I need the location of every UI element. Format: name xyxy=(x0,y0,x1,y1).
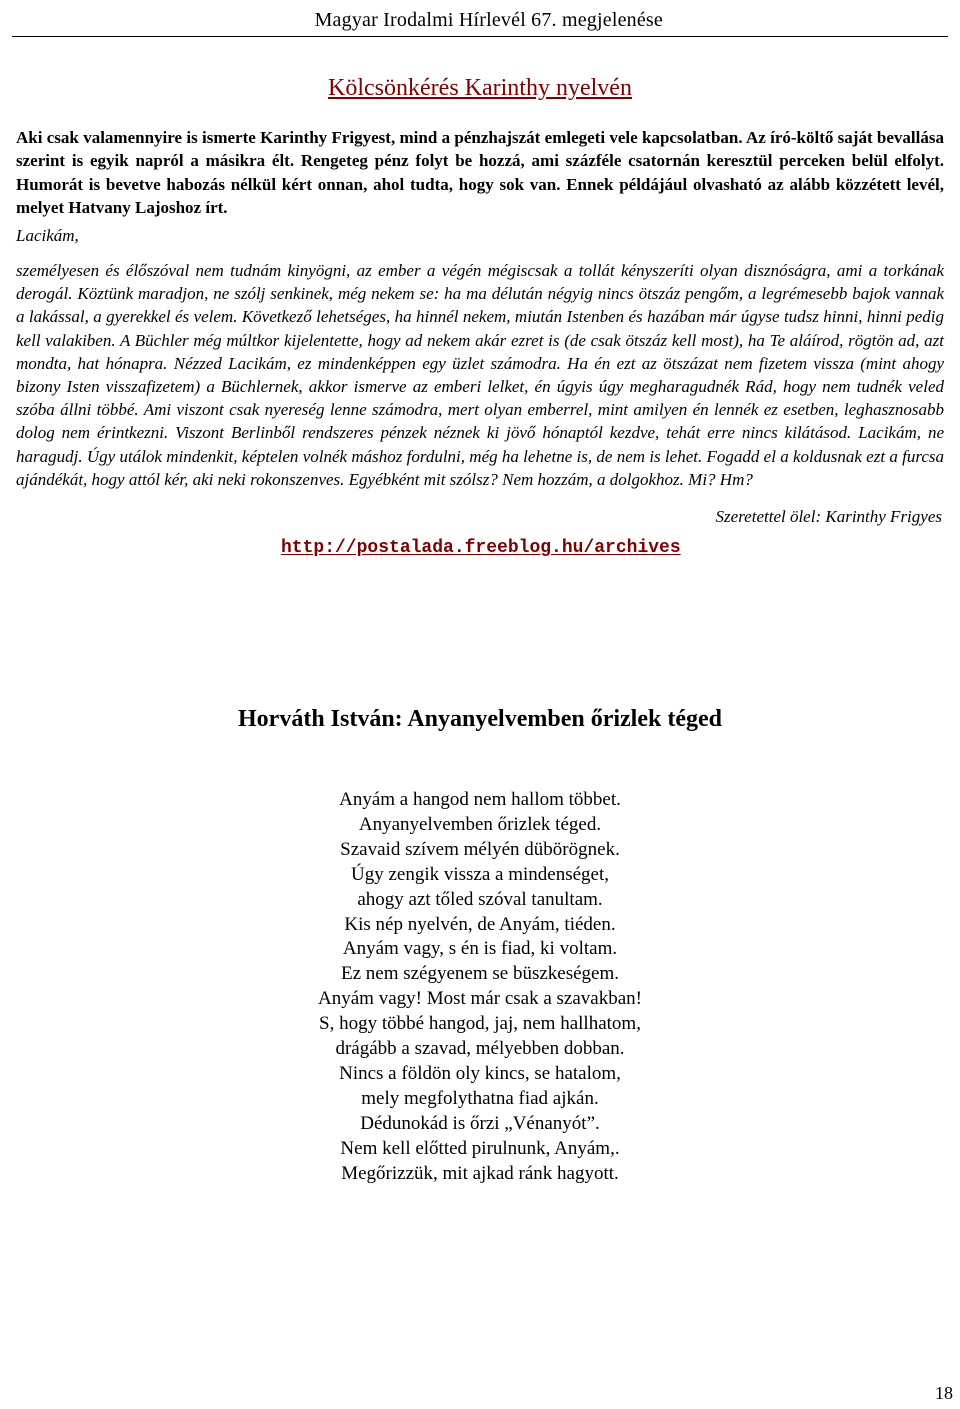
poem-line: mely megfolythatna fiad ajkán. xyxy=(361,1087,599,1109)
header-divider xyxy=(12,36,948,37)
poem-line: Anyám vagy! Most már csak a szavakban! xyxy=(318,988,642,1010)
page-number: 18 xyxy=(935,1383,953,1403)
poem-line: drágább a szavad, mélyebben dobban. xyxy=(335,1038,625,1060)
poem-line: Megőrizzük, mit ajkad ránk hagyott. xyxy=(341,1162,619,1184)
article-title-karinthy: Kölcsönkérés Karinthy nyelvén xyxy=(328,75,632,101)
poem-line: ahogy azt tőled szóval tanultam. xyxy=(357,888,603,910)
letter-body: személyesen és élőszóval nem tudnám kinyögni, az ember a végén mégiscsak a tollát kényszeríti olyan disznóságra, ami a torkának derogál. Köztünk maradjon, ne szólj senkinek, még nekem se: ha ma délután négyig nincs ötszáz pengőm, a legrémesebb bajok vannak a lakással, a gyerekkel és velem. Következő lehetséges, ha hinnél nekem, miután Istenben és hazában már úgyse tudsz hinni, hinni pedig kell valakiben. A Büchler még múltkor kijelentette, hogy ad nekem akár ezret is (de csak ötszáz kell most), ha Te aláírod, rögtön ad, azt mondta, hat hónapra. Nézzed Lacikám, ez mindenképpen egy üzlet számodra. Ha én ezt az ötszázat nem fizetem vissza (mint ahogy bizony Isten visszafizetem) a Büchlernek, akkor ismerve az emberi lelket, én úgyis úgy megharagudnék Rád, hogy nem tudnék veled szóba állni többé. Ami viszont csak nyereség lenne számodra, mert olyan emberrel, mint amilyen én lennék ez esetben, leghasznosabb dolog nem érintkezni. Viszont Berlinből rendszeres pénzek néznek ki jövő hónaptól kezdve, tehát erre nincs kilátásod. Lacikám, ne haragudj. Úgy utálok mindenkit, képtelen volnék máshoz fordulni, még ha lehetne is, de nem is lehet. Fogadd el a koldusnak ezt a furcsa ajándékát, hogy attól kér, aki neki rokonszenves. Egyébként mit szólsz? Nem hozzám, a dolgokhoz. Mi? Hm? xyxy=(16,261,944,489)
poem-line: Ez nem szégyenem se büszkeségem. xyxy=(340,963,620,985)
source-link[interactable]: http://postalada.freeblog.hu/archives xyxy=(281,538,681,558)
poem-line: Szavaid szívem mélyén dübörögnek. xyxy=(340,838,620,860)
poem-line: Kis nép nyelvén, de Anyám, tiéden. xyxy=(344,913,616,935)
poem-title: Horváth István: Anyanyelvemben őrizlek téged xyxy=(238,706,722,732)
poem-line: Úgy zengik vissza a mindenséget, xyxy=(350,863,609,885)
poem-line: Anyám vagy, s én is fiad, ki voltam. xyxy=(342,938,618,960)
poem-body xyxy=(0,788,960,1187)
poem-line: Anyanyelvemben őrizlek téged. xyxy=(358,813,602,835)
poem-line: Anyám a hangod nem hallom többet. xyxy=(339,789,621,810)
article-intro: Aki csak valamennyire is ismerte Karinthy Frigyest, mind a pénzhajszát emlegeti vele kapcsolatban. Az író-költő saját bevallása szerint is egyik napról a másikra élt. Rengeteg pénz folyt be hozzá, ami százféle csatornán keresztül perceken belül elfolyt. Humorát is bevetve habozás nélkül kért onnan, ahol tudta, hogy sok van. Ennek példájául olvasható az alább közzétett levél, melyet Hatvany Lajoshoz írt. xyxy=(16,128,944,217)
running-header: Magyar Irodalmi Hírlevél 67. megjelenése xyxy=(314,9,663,31)
letter-signoff: Szeretettel ölel: Karinthy Frigyes xyxy=(715,507,942,526)
poem-line: Nem kell előtted pirulnunk, Anyám,. xyxy=(340,1137,620,1159)
letter-greeting: Lacikám, xyxy=(16,226,79,245)
poem-line: Dédunokád is őrzi „Vénanyót”. xyxy=(360,1112,600,1134)
poem-line: Nincs a földön oly kincs, se hatalom, xyxy=(339,1062,621,1084)
poem-line: S, hogy többé hangod, jaj, nem hallhatom, xyxy=(319,1013,641,1035)
